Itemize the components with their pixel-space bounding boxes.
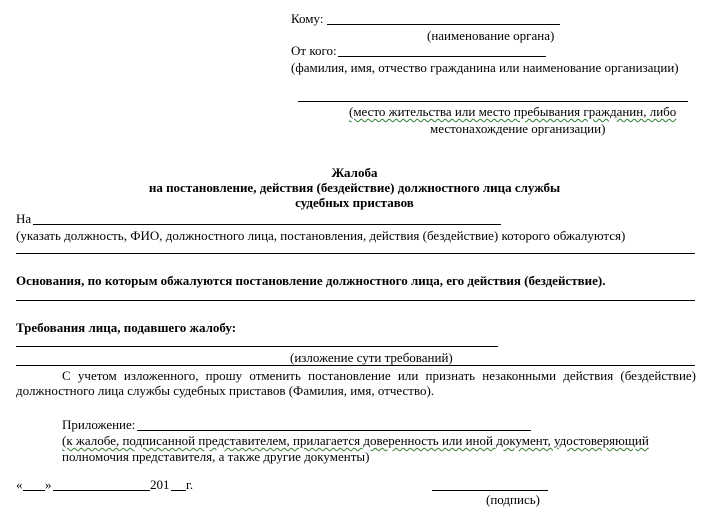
attachment-field-line[interactable]	[137, 430, 531, 431]
to-hint: (наименование органа)	[427, 28, 555, 43]
grounds-field-line[interactable]	[16, 300, 695, 301]
date-open-quote: «	[16, 477, 23, 492]
date-year-line[interactable]	[171, 490, 186, 491]
to-field-line[interactable]	[327, 24, 560, 25]
title-line2: на постановление, действия (бездействие) должностного лица службы	[148, 180, 561, 195]
signature-line[interactable]	[432, 490, 548, 491]
from-label: От кого:	[291, 43, 337, 58]
date-suffix: г.	[186, 477, 194, 492]
address-field-line[interactable]	[298, 101, 688, 102]
attachment-label: Приложение:	[62, 417, 136, 432]
signature-hint: (подпись)	[486, 492, 540, 507]
from-field-line[interactable]	[338, 56, 546, 57]
body-paragraph: С учетом изложенного, прошу отменить постановление или признать незаконными действия (бездействие) должностного лица службы судебных приставов (Фамилия, имя, отчество).	[16, 368, 696, 398]
date-month-line[interactable]	[53, 490, 150, 491]
date-close-quote: »	[45, 477, 52, 492]
title-line3: судебных приставов	[295, 195, 414, 210]
attachment-note-line1: (к жалобе, подписанной представителем, прилагается доверенность или иной документ, удостоверяющий	[62, 433, 649, 448]
address-hint-line1: (место жительства или место пребывания гражданин, либо	[349, 104, 677, 119]
address-hint-line2: местонахождение организации)	[430, 121, 606, 136]
date-day-line[interactable]	[23, 490, 45, 491]
on-label: На	[16, 211, 32, 226]
requirements-hint: (изложение сути требований)	[290, 350, 453, 365]
to-label: Кому:	[291, 11, 324, 26]
requirements-extra-line[interactable]	[16, 365, 695, 366]
requirements-field-line[interactable]	[16, 346, 498, 347]
title-line1: Жалоба	[331, 165, 378, 180]
attachment-note-line2: полномочия представителя, а также другие документы)	[62, 449, 370, 464]
from-hint: (фамилия, имя, отчество гражданина или наименование организации)	[291, 60, 679, 75]
on-extra-line[interactable]	[16, 253, 695, 254]
grounds-heading: Основания, по которым обжалуются постановление должностного лица, его действия (бездействие).	[16, 273, 606, 288]
date-year: 201	[150, 477, 170, 492]
on-hint: (указать должность, ФИО, должностного лица, постановления, действия (бездействие) которого обжалуются)	[16, 228, 626, 243]
requirements-heading: Требования лица, подавшего жалобу:	[16, 320, 237, 335]
on-field-line[interactable]	[33, 224, 501, 225]
